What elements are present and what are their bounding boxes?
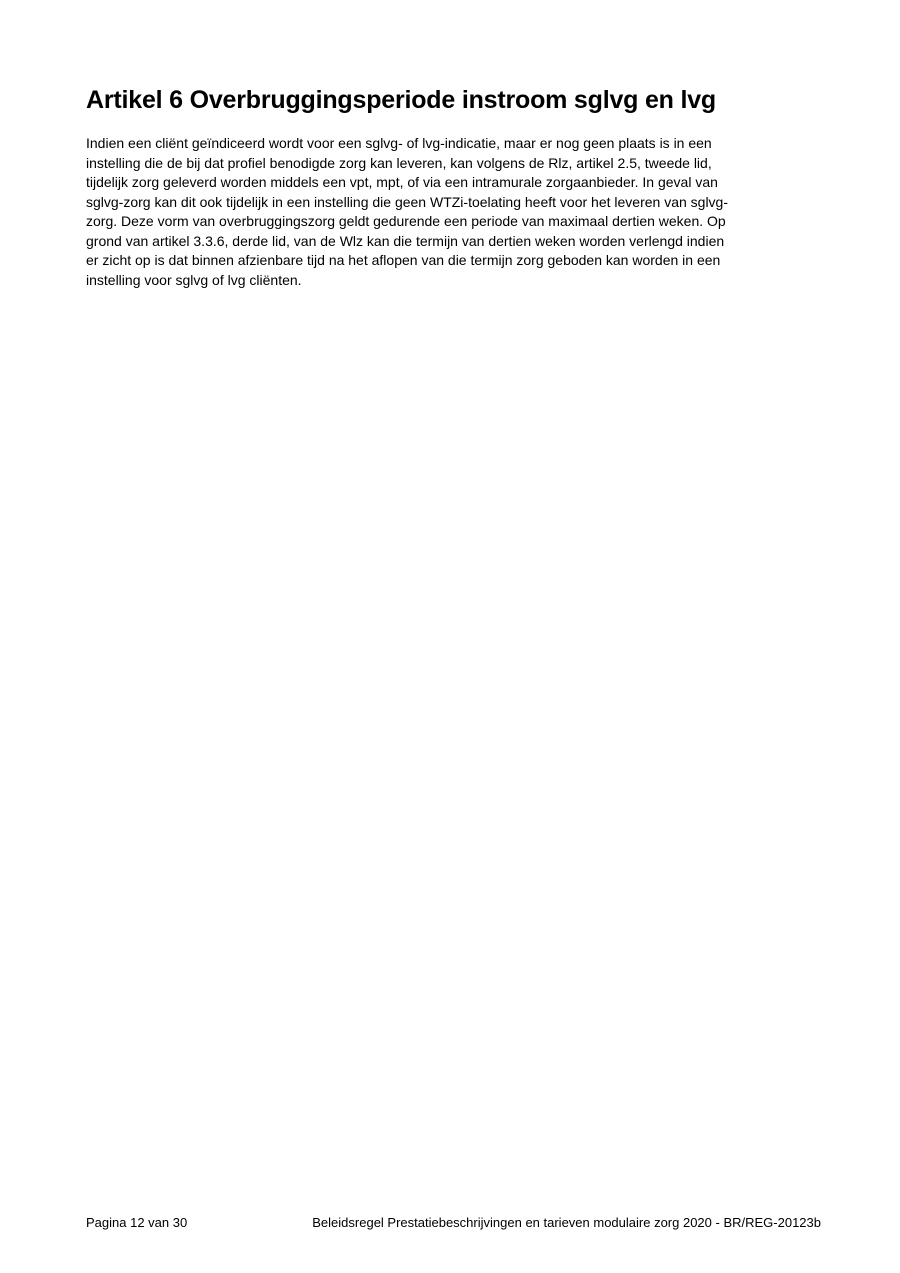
- paragraph-line: sglvg-zorg kan dit ook tijdelijk in een instelling die geen WTZi-toelating heeft voor het leveren van sglvg-: [86, 193, 729, 210]
- article-paragraph: [86, 134, 826, 290]
- page-number: Pagina 12 van 30: [86, 1215, 188, 1230]
- document-reference: Beleidsregel Prestatiebeschrijvingen en tarieven modulaire zorg 2020 - BR/REG-20123b: [312, 1215, 821, 1230]
- paragraph-line: zorg. Deze vorm van overbruggingszorg geldt gedurende een periode van maximaal dertien weken. Op: [86, 213, 726, 229]
- paragraph-line: tijdelijk zorg geleverd worden middels een vpt, mpt, of via een intramurale zorgaanbieder. In geval van: [86, 174, 718, 190]
- page-footer: [86, 1213, 821, 1233]
- paragraph-line: instelling die de bij dat profiel benodigde zorg kan leveren, kan volgens de Rlz, artikel 2.5, tweede lid,: [86, 154, 712, 171]
- paragraph-line: er zicht op is dat binnen afzienbare tijd na het aflopen van die termijn zorg geboden kan worden in een: [86, 252, 721, 268]
- paragraph-line: grond van artikel 3.3.6, derde lid, van de Wlz kan die termijn van dertien weken worden verlengd indien: [86, 232, 725, 249]
- article-title: Artikel 6 Overbruggingsperiode instroom sglvg en lvg: [86, 86, 717, 114]
- paragraph-line: Indien een cliënt geïndiceerd wordt voor een sglvg- of lvg-indicatie, maar er nog geen plaats is in een: [86, 135, 712, 151]
- paragraph-line: instelling voor sglvg of lvg cliënten.: [86, 271, 302, 288]
